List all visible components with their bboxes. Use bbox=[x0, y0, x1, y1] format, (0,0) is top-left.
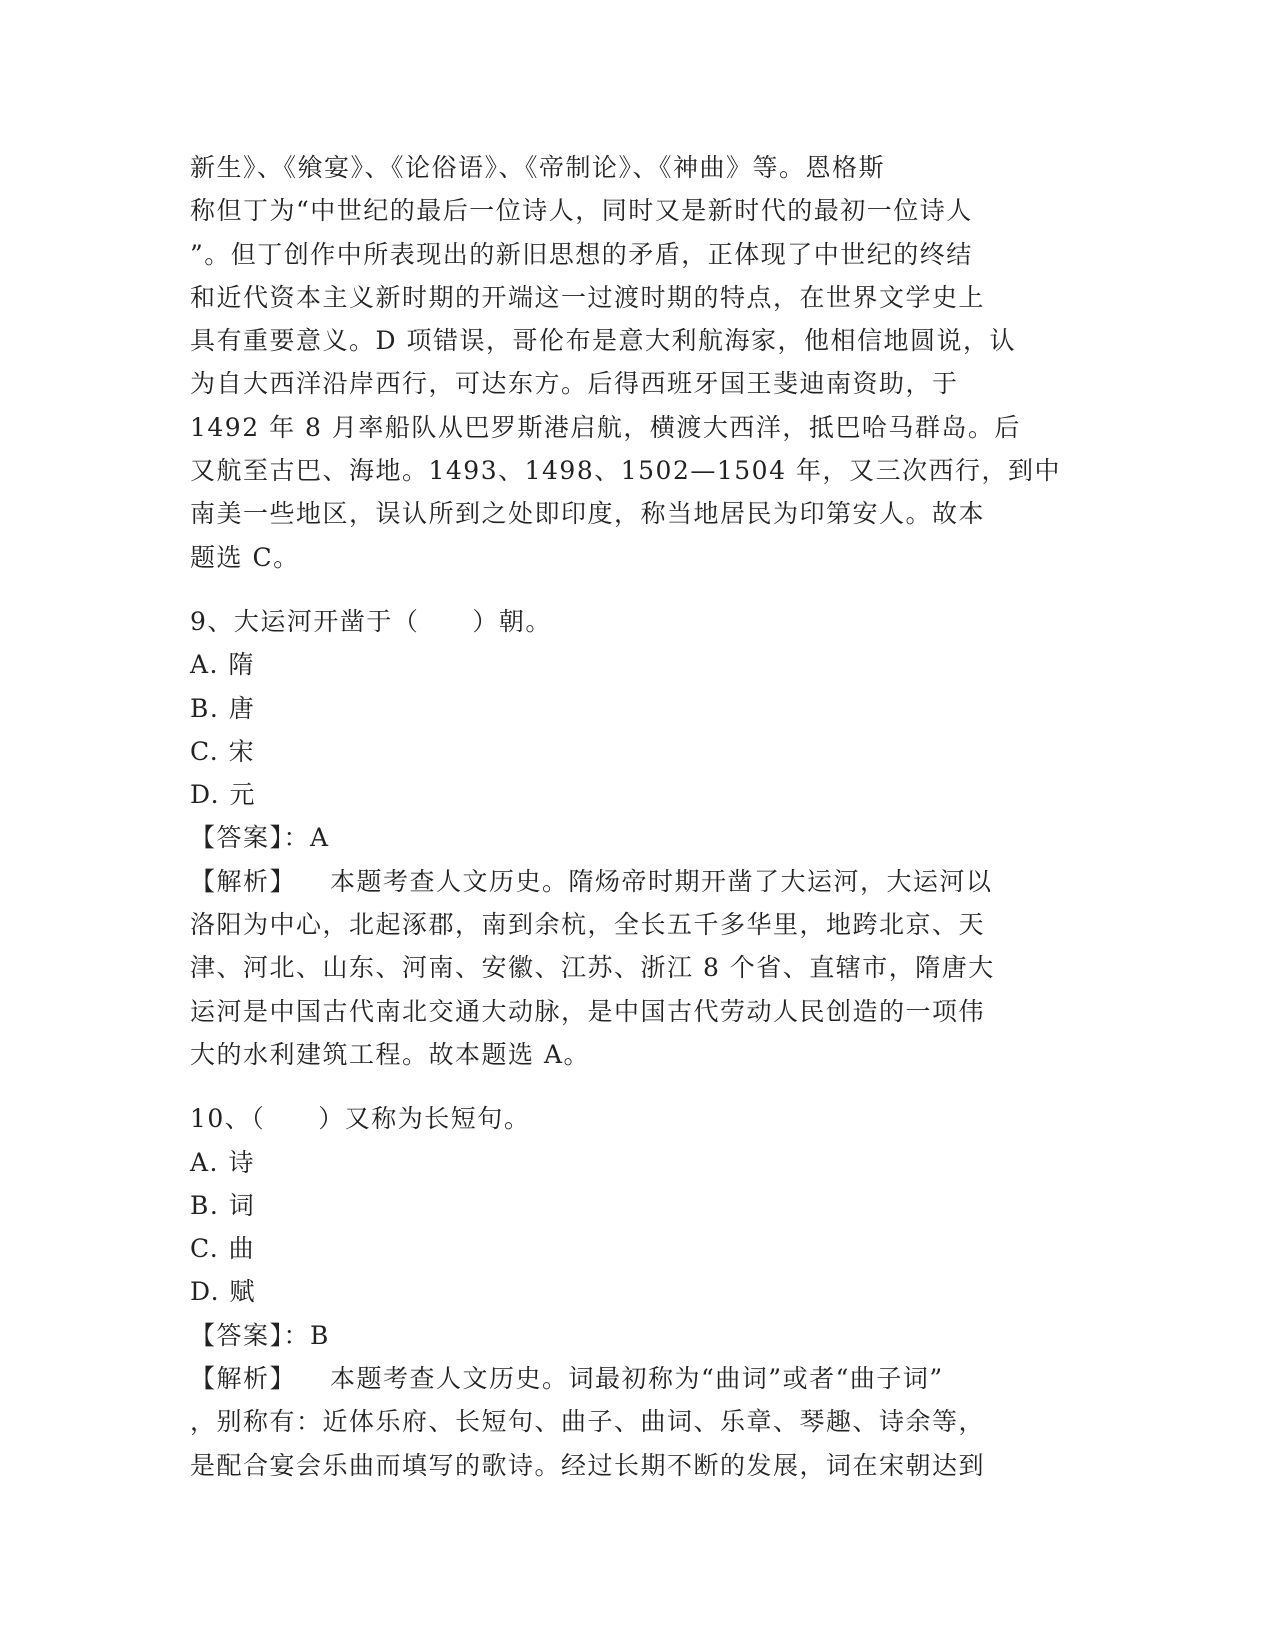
analysis-label: 【解析】 bbox=[190, 1364, 297, 1394]
analysis-label: 【解析】 bbox=[190, 866, 297, 896]
text-line: 为自大西洋沿岸西行，可达东方。后得西班牙国王斐迪南资助，于 bbox=[190, 369, 959, 399]
text-line: 又航至古巴、海地。1493、1498、1502—1504 年，又三次西行，到中 bbox=[190, 456, 1061, 486]
analysis-line: 运河是中国古代南北交通大动脉，是中国古代劳动人民创造的一项伟 bbox=[190, 996, 986, 1026]
text-line: 新生》、《飨宴》、《论俗语》、《帝制论》、《神曲》等。恩格斯 bbox=[190, 153, 886, 182]
text-line: 1492 年 8 月率船队从巴罗斯港启航，横渡大西洋，抵巴哈马群岛。后 bbox=[190, 412, 1021, 442]
continuation-paragraph bbox=[190, 146, 1090, 579]
analysis-line bbox=[190, 860, 1090, 903]
answer-value: B bbox=[310, 1320, 330, 1350]
option-b: B. 唐 bbox=[190, 693, 256, 723]
question-10 bbox=[190, 1097, 1090, 1487]
text-line: 具有重要意义。D 项错误，哥伦布是意大利航海家，他相信地圆说，认 bbox=[190, 326, 1016, 356]
answer-label: 【答案】： bbox=[190, 823, 311, 853]
text-line: 和近代资本主义新时期的开端这一过渡时期的特点，在世界文学史上 bbox=[190, 282, 986, 312]
option-a: A. 隋 bbox=[190, 650, 255, 680]
question-9 bbox=[190, 600, 1090, 1076]
text-line: ”。但丁创作中所表现出的新旧思想的矛盾，正体现了中世纪的终结 bbox=[190, 239, 973, 269]
option-b: B. 词 bbox=[190, 1190, 256, 1220]
text-line: 南美一些地区，误认所到之处即印度，称当地居民为印第安人。故本 bbox=[190, 499, 986, 529]
spacer bbox=[190, 1076, 1090, 1097]
analysis-line bbox=[190, 1357, 1090, 1400]
analysis-line: 津、河北、山东、河南、安徽、江苏、浙江 8 个省、直辖市，隋唐大 bbox=[190, 953, 995, 983]
analysis-text: 本题考查人文历史。词最初称为“曲词”或者“曲子词” bbox=[330, 1364, 944, 1394]
option-d: D. 赋 bbox=[190, 1277, 257, 1307]
document-content bbox=[190, 146, 1090, 1487]
analysis-line: 大的水利建筑工程。故本题选 A。 bbox=[190, 1039, 591, 1069]
analysis-text: 本题考查人文历史。隋炀帝时期开凿了大运河，大运河以 bbox=[330, 866, 993, 896]
answer-label: 【答案】： bbox=[190, 1320, 311, 1350]
answer-line bbox=[190, 1314, 1090, 1357]
option-d: D. 元 bbox=[190, 780, 257, 810]
analysis-line: 是配合宴会乐曲而填写的歌诗。经过长期不断的发展，词在宋朝达到 bbox=[190, 1450, 986, 1480]
text-line: 题选 C。 bbox=[190, 542, 300, 572]
analysis-line: ，别称有：近体乐府、长短句、曲子、曲词、乐章、琴趣、诗余等， bbox=[190, 1407, 986, 1437]
spacer bbox=[190, 579, 1090, 600]
option-a: A. 诗 bbox=[190, 1147, 255, 1177]
question-stem: 10、（ ）又称为长短句。 bbox=[190, 1104, 531, 1134]
option-c: C. 曲 bbox=[190, 1234, 256, 1264]
answer-line bbox=[190, 816, 1090, 859]
answer-value: A bbox=[310, 823, 330, 853]
analysis-line: 洛阳为中心，北起涿郡，南到余杭，全长五千多华里，地跨北京、天 bbox=[190, 910, 986, 940]
question-stem: 9、大运河开凿于（ ）朝。 bbox=[190, 606, 552, 636]
text-line: 称但丁为“中世纪的最后一位诗人，同时又是新时代的最初一位诗人 bbox=[190, 196, 973, 226]
option-c: C. 宋 bbox=[190, 736, 256, 766]
